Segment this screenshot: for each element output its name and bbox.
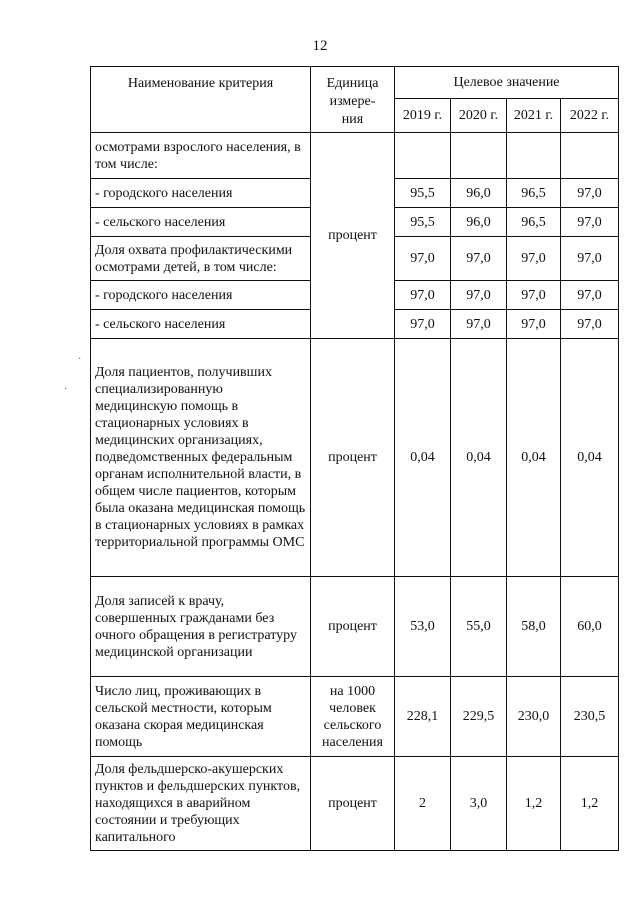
value-cell: 97,0 (507, 310, 561, 339)
table-row (91, 577, 619, 677)
scan-speck: · (64, 384, 68, 395)
header-criterion-name: Наименование критерия (91, 67, 311, 133)
value-cell: 58,0 (507, 577, 561, 677)
value-cell: 97,0 (561, 237, 619, 281)
criterion-name: осмотрами взрослого населения, в том числе: (91, 133, 311, 179)
unit-cell: процент (311, 339, 395, 577)
header-unit-line3: ния (341, 112, 364, 127)
unit-line: сельского (323, 717, 382, 733)
criterion-name: - городского населения (91, 281, 311, 310)
value-cell: 230,0 (507, 677, 561, 757)
table-row (91, 677, 619, 757)
table-row (91, 133, 619, 179)
table-row (91, 339, 619, 577)
table-row (91, 757, 619, 851)
header-target-value: Целевое значение (395, 67, 619, 99)
criterion-name: Доля записей к врачу, совершенных гражданами без очного обращения в регистратуру медицинской организации (91, 577, 311, 677)
value-cell (395, 133, 451, 179)
value-cell: 229,5 (451, 677, 507, 757)
header-unit-line1: Единица (326, 76, 379, 91)
value-cell: 97,0 (395, 310, 451, 339)
criterion-name: Доля охвата профилактическими осмотрами детей, в том числе: (91, 237, 311, 281)
value-cell: 0,04 (395, 339, 451, 577)
value-cell: 97,0 (561, 179, 619, 208)
value-cell: 0,04 (451, 339, 507, 577)
value-cell: 95,5 (395, 179, 451, 208)
value-cell: 97,0 (507, 237, 561, 281)
value-cell: 228,1 (395, 677, 451, 757)
header-year: 2021 г. (507, 99, 561, 133)
page-number: 12 (312, 38, 328, 54)
value-cell: 95,5 (395, 208, 451, 237)
value-cell: 97,0 (561, 208, 619, 237)
value-cell (451, 133, 507, 179)
value-cell: 0,04 (561, 339, 619, 577)
value-cell: 2 (395, 757, 451, 851)
value-cell: 97,0 (451, 310, 507, 339)
criteria-table (90, 66, 619, 851)
unit-cell: процент (311, 577, 395, 677)
criterion-name: - сельского населения (91, 208, 311, 237)
value-cell: 0,04 (507, 339, 561, 577)
value-cell: 1,2 (507, 757, 561, 851)
value-cell: 97,0 (561, 281, 619, 310)
value-cell: 97,0 (395, 281, 451, 310)
value-cell: 1,2 (561, 757, 619, 851)
value-cell (561, 133, 619, 179)
value-cell: 53,0 (395, 577, 451, 677)
value-cell: 96,0 (451, 208, 507, 237)
value-cell: 96,0 (451, 179, 507, 208)
header-unit-line2: измере- (329, 94, 376, 109)
value-cell (507, 133, 561, 179)
header-year: 2022 г. (561, 99, 619, 133)
unit-cell (311, 677, 395, 757)
value-cell: 97,0 (451, 281, 507, 310)
unit-line: населения (322, 734, 383, 750)
header-year: 2019 г. (395, 99, 451, 133)
value-cell: 3,0 (451, 757, 507, 851)
value-cell: 97,0 (395, 237, 451, 281)
header-row (91, 67, 619, 99)
criterion-name: - сельского населения (91, 310, 311, 339)
unit-line: на 1000 (329, 683, 376, 699)
value-cell: 96,5 (507, 208, 561, 237)
value-cell: 97,0 (561, 310, 619, 339)
value-cell: 96,5 (507, 179, 561, 208)
value-cell: 55,0 (451, 577, 507, 677)
criterion-name: Доля пациентов, получивших специализированную медицинскую помощь в стационарных условиях в медицинских организациях, подведомственных федеральным органам исполнительной власти, в общем числе пациентов, которым была оказана медицинская помощь в стационарных условиях в рамках территориальной программы ОМС (91, 339, 311, 577)
unit-line: человек (329, 700, 376, 716)
value-cell: 230,5 (561, 677, 619, 757)
value-cell: 60,0 (561, 577, 619, 677)
header-year: 2020 г. (451, 99, 507, 133)
value-cell: 97,0 (451, 237, 507, 281)
scan-speck: · (78, 354, 82, 365)
unit-cell: процент (311, 133, 395, 339)
header-unit (311, 67, 395, 133)
value-cell: 97,0 (507, 281, 561, 310)
criterion-name: Доля фельдшерско-акушерских пунктов и фельдшерских пунктов, находящихся в аварийном состоянии и требующих капитального (91, 757, 311, 851)
criterion-name: - городского населения (91, 179, 311, 208)
criterion-name: Число лиц, проживающих в сельской местности, которым оказана скорая медицинская помощь (91, 677, 311, 757)
unit-cell: процент (311, 757, 395, 851)
